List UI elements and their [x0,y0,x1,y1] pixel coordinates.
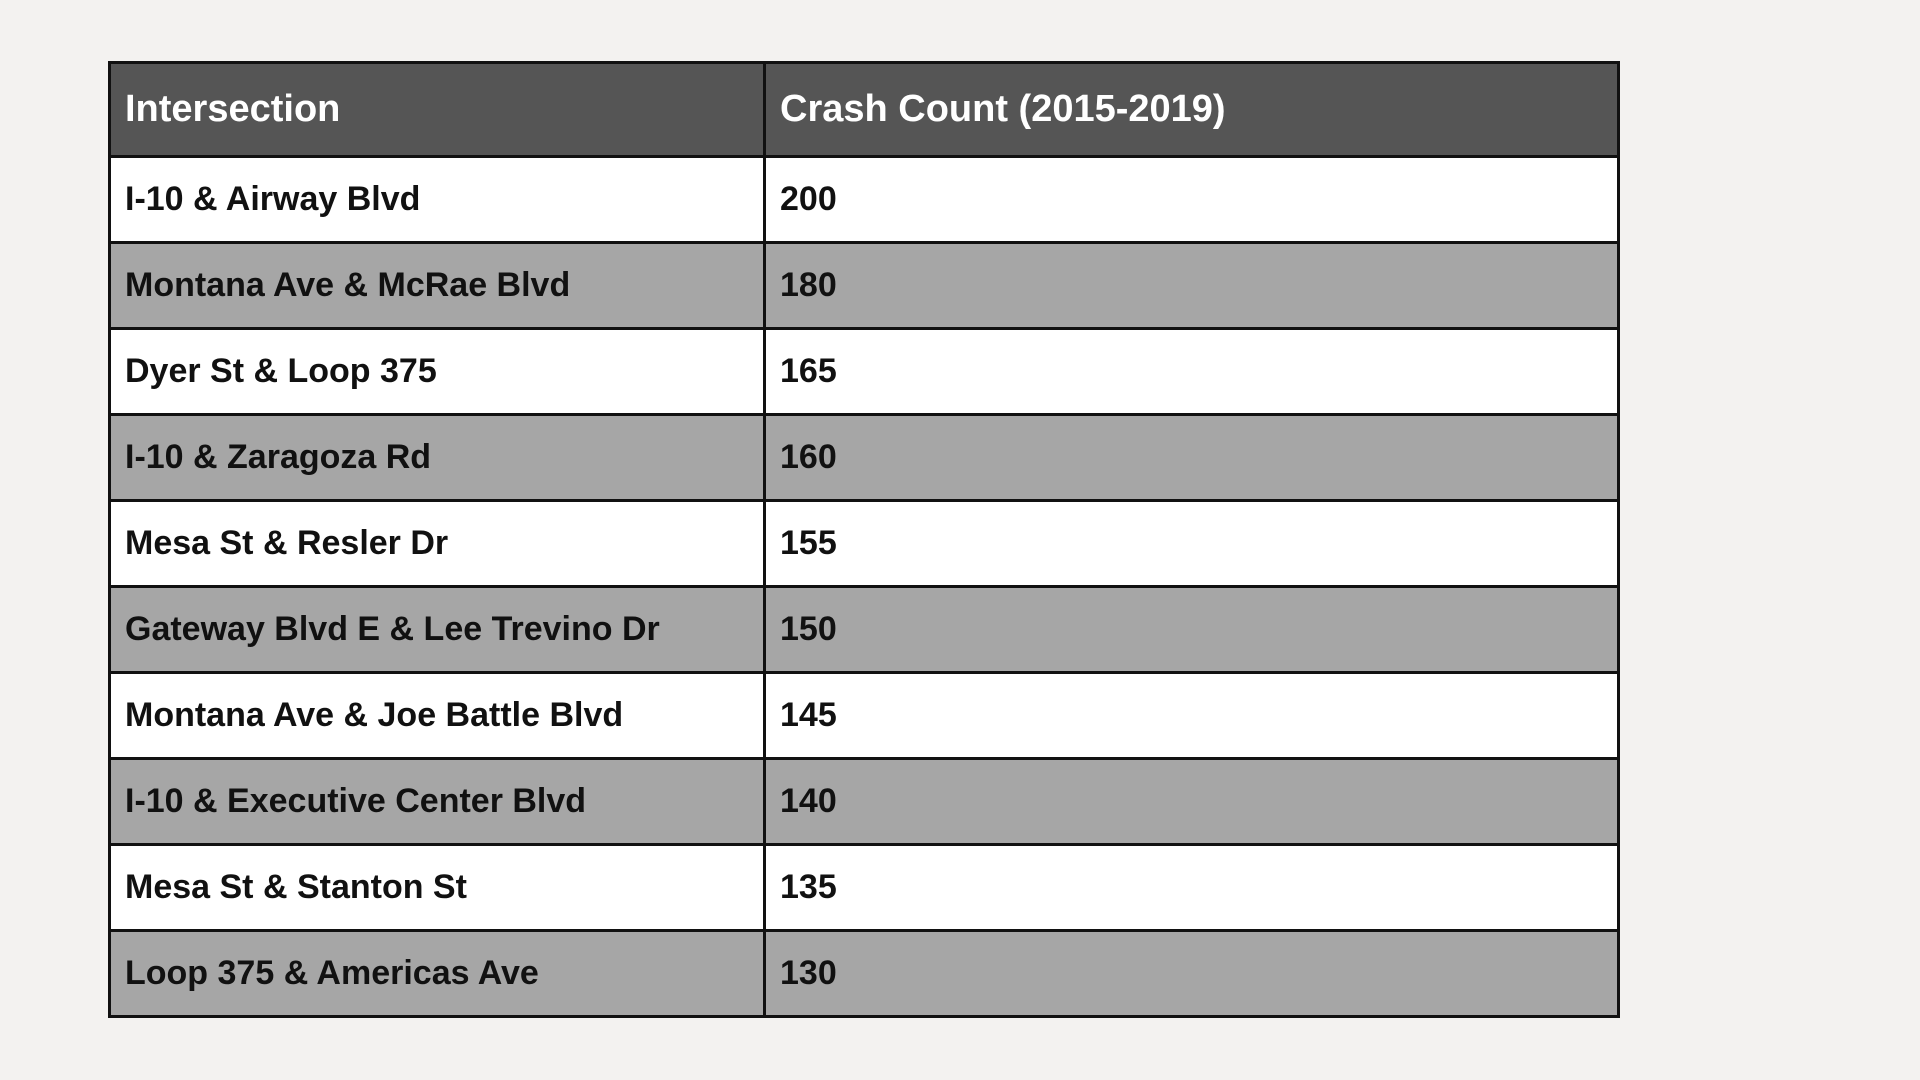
intersection-cell: Montana Ave & Joe Battle Blvd [110,673,765,759]
intersection-cell: I-10 & Executive Center Blvd [110,759,765,845]
intersection-cell: I-10 & Airway Blvd [110,157,765,243]
intersection-cell: Dyer St & Loop 375 [110,329,765,415]
table-row [110,931,1619,1017]
crash-count-cell: 200 [765,157,1619,243]
table-row [110,587,1619,673]
crash-count-cell: 155 [765,501,1619,587]
table-body [110,157,1619,1017]
table-row [110,501,1619,587]
table-row [110,759,1619,845]
crash-count-cell: 145 [765,673,1619,759]
table-container [108,61,1617,1018]
table-header [110,63,1619,157]
table-row [110,157,1619,243]
table-row [110,415,1619,501]
intersection-cell: Montana Ave & McRae Blvd [110,243,765,329]
header-row [110,63,1619,157]
intersection-cell: I-10 & Zaragoza Rd [110,415,765,501]
intersection-cell: Mesa St & Stanton St [110,845,765,931]
intersection-cell: Mesa St & Resler Dr [110,501,765,587]
table-row [110,329,1619,415]
crash-count-cell: 150 [765,587,1619,673]
crash-count-cell: 130 [765,931,1619,1017]
table-row [110,845,1619,931]
crash-count-cell: 160 [765,415,1619,501]
crash-count-cell: 165 [765,329,1619,415]
crash-count-cell: 135 [765,845,1619,931]
table-row [110,243,1619,329]
intersection-cell: Loop 375 & Americas Ave [110,931,765,1017]
crash-count-cell: 140 [765,759,1619,845]
column-header-crash-count: Crash Count (2015-2019) [765,63,1619,157]
crash-count-table [108,61,1620,1018]
table-row [110,673,1619,759]
crash-count-cell: 180 [765,243,1619,329]
intersection-cell: Gateway Blvd E & Lee Trevino Dr [110,587,765,673]
column-header-intersection: Intersection [110,63,765,157]
